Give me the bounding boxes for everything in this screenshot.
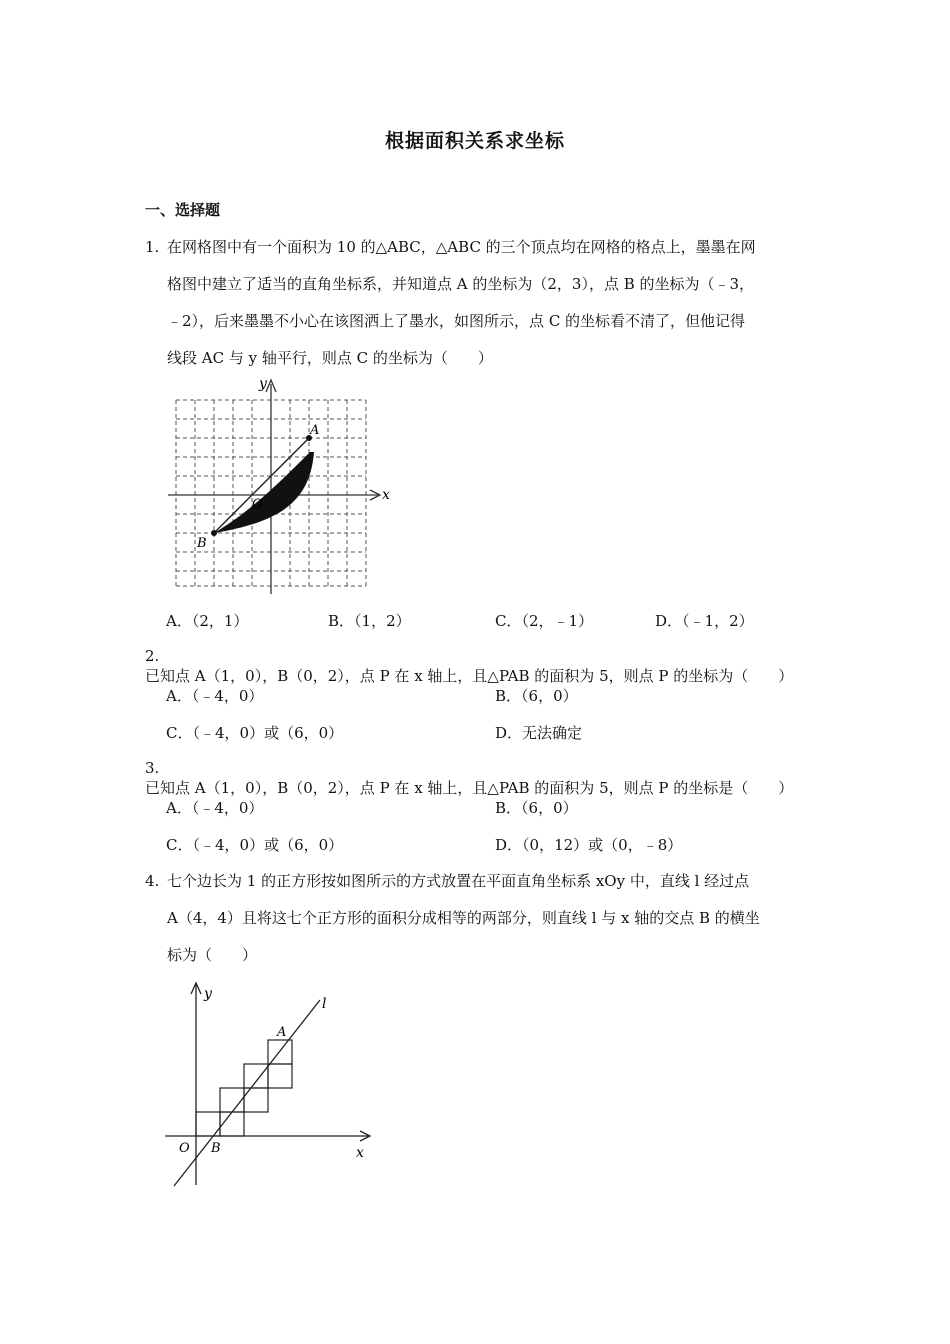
point-b <box>211 530 217 536</box>
q1-option-d[interactable]: D．（﹣1，2） <box>655 612 754 630</box>
question-3 <box>145 759 815 798</box>
label-o: O <box>179 1141 190 1156</box>
question-text-line: A（4，4）且将这七个正方形的面积分成相等的两部分，则直线 l 与 x 轴的交点 B 的横坐 <box>167 909 760 927</box>
page-title: 根据面积关系求坐标 <box>384 130 565 152</box>
label-a: A <box>310 423 320 438</box>
axes <box>168 380 380 594</box>
question-text-line: ﹣2），后来墨墨不小心在该图洒上了墨水，如图所示，点 C 的坐标看不清了，但他记得 <box>167 312 746 330</box>
q1-grid-figure <box>160 372 400 602</box>
q3-option-c[interactable]: C．（﹣4，0）或（6，0） <box>166 836 344 854</box>
q2-option-d[interactable]: D．无法确定 <box>495 724 583 742</box>
q2-option-c[interactable]: C．（﹣4，0）或（6，0） <box>166 724 344 742</box>
question-text: 已知点 A（1，0），B（0，2），点 P 在 x 轴上，且△PAB 的面积为 5，则点 P 的坐标为（ ） <box>145 667 794 685</box>
label-l: l <box>322 996 327 1012</box>
label-b: B <box>197 536 207 551</box>
question-text: 已知点 A（1，0），B（0，2），点 P 在 x 轴上，且△PAB 的面积为 5，则点 P 的坐标是（ ） <box>145 779 794 797</box>
axis-label-y: y <box>204 986 212 1002</box>
section-heading: 一、选择题 <box>145 201 221 219</box>
question-text-line: 七个边长为 1 的正方形按如图所示的方式放置在平面直角坐标系 xOy 中，直线 l 经过点 <box>167 872 750 890</box>
question-1 <box>145 229 810 377</box>
label-a: A <box>277 1025 287 1040</box>
ink-blot <box>214 452 314 533</box>
question-number: 2. <box>145 647 160 665</box>
q1-option-a[interactable]: A．（2，1） <box>166 612 249 630</box>
q1-option-b[interactable]: B．（1，2） <box>328 612 411 630</box>
question-number: 4. <box>145 872 160 890</box>
q2-option-b[interactable]: B．（6，0） <box>495 687 578 705</box>
question-number: 3. <box>145 759 160 777</box>
axis-label-x: x <box>382 487 390 503</box>
question-4 <box>145 863 810 974</box>
label-o: O <box>252 497 263 512</box>
q3-option-d[interactable]: D．（0，12）或（0，﹣8） <box>495 836 683 854</box>
q3-option-b[interactable]: B．（6，0） <box>495 799 578 817</box>
q4-squares-figure <box>160 980 390 1195</box>
question-text-line: 格图中建立了适当的直角坐标系，并知道点 A 的坐标为（2，3），点 B 的坐标为（﹣3， <box>167 275 755 293</box>
label-b: B <box>211 1141 221 1156</box>
q3-option-a[interactable]: A．（﹣4，0） <box>166 799 264 817</box>
q1-option-c[interactable]: C．（2，﹣1） <box>495 612 594 630</box>
axis-label-y: y <box>259 376 267 392</box>
question-text-line: 标为（ ） <box>167 946 258 964</box>
question-text-line: 在网格图中有一个面积为 10 的△ABC，△ABC 的三个顶点均在网格的格点上，墨墨在网 <box>167 238 756 256</box>
q2-option-a[interactable]: A．（﹣4，0） <box>166 687 264 705</box>
axis-label-x: x <box>356 1145 364 1161</box>
question-text-line: 线段 AC 与 y 轴平行，则点 C 的坐标为（ ） <box>167 349 493 367</box>
question-2 <box>145 647 815 686</box>
question-number: 1. <box>145 238 160 256</box>
